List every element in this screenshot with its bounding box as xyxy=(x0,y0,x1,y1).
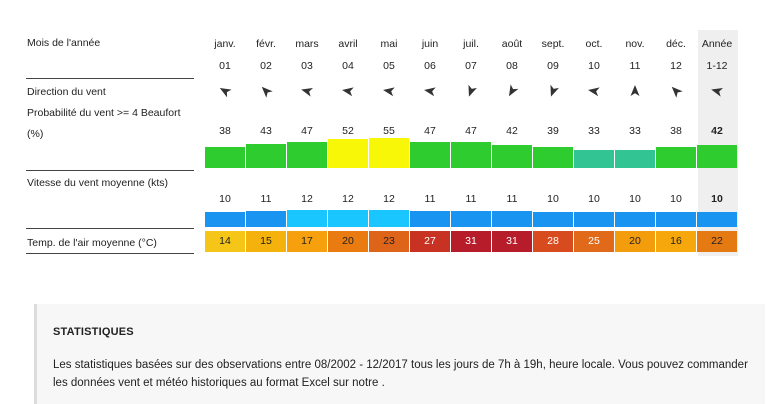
probability-bar xyxy=(287,142,327,168)
speed-bar xyxy=(328,210,368,227)
statistics-description: Les statistiques basées sur des observations entre 08/2002 - 12/2017 tous les jours de 7h à 19h, heure locale. Vous pouvez commander les données vent et météo historiques au format Excel sur notre . xyxy=(53,359,748,389)
speed-value: 11 xyxy=(465,193,477,205)
speed-bar xyxy=(451,211,491,227)
month-name: oct. xyxy=(585,38,603,50)
wind-arrow-icon xyxy=(259,84,273,98)
month-number: 11 xyxy=(629,60,641,72)
temperature-value: 16 xyxy=(656,231,696,252)
speed-bar xyxy=(246,211,286,227)
month-wind-direction xyxy=(246,84,286,98)
month-name: août xyxy=(501,38,523,50)
divider-line xyxy=(26,78,194,79)
probability-bar xyxy=(328,139,368,168)
month-number: 06 xyxy=(424,60,436,72)
month-name: févr. xyxy=(256,38,276,50)
month-number: 02 xyxy=(260,60,272,72)
probability-value: 33 xyxy=(588,125,600,137)
probability-value: 38 xyxy=(219,125,231,137)
month-name: juin xyxy=(421,38,439,50)
month-number: 08 xyxy=(506,60,518,72)
month-number: 04 xyxy=(342,60,354,72)
month-wind-direction xyxy=(492,84,532,98)
wind-arrow-icon xyxy=(710,84,724,98)
wind-arrow-icon xyxy=(300,84,314,98)
probability-value: 47 xyxy=(465,125,477,137)
speed-value: 11 xyxy=(506,193,518,205)
speed-bar xyxy=(697,212,737,227)
probability-value: 52 xyxy=(342,125,354,137)
probability-value: 47 xyxy=(424,125,436,137)
month-row-label: Mois de l'année xyxy=(27,37,101,49)
wind-arrow-icon xyxy=(628,84,642,98)
speed-value: 10 xyxy=(547,193,559,205)
speed-bar xyxy=(410,211,450,227)
year-range: 1-12 xyxy=(706,60,728,72)
probability-bar xyxy=(656,147,696,168)
direction-row-label: Direction du vent xyxy=(27,86,106,98)
month-wind-direction xyxy=(656,84,696,98)
wind-arrow-icon xyxy=(218,84,232,98)
month-wind-direction xyxy=(533,84,573,98)
speed-bar xyxy=(492,211,532,227)
statistics-panel xyxy=(34,304,765,404)
probability-value: 38 xyxy=(670,125,682,137)
temperature-value: 23 xyxy=(369,231,409,252)
month-number: 01 xyxy=(219,60,231,72)
speed-row-label: Vitesse du vent moyenne (kts) xyxy=(27,177,169,189)
speed-bar xyxy=(574,212,614,227)
wind-arrow-icon xyxy=(464,84,478,98)
month-name: juil. xyxy=(463,38,479,50)
month-number: 09 xyxy=(547,60,559,72)
probability-value: 47 xyxy=(301,125,313,137)
speed-value: 11 xyxy=(260,193,272,205)
month-name: mars xyxy=(295,38,319,50)
month-wind-direction xyxy=(205,84,245,98)
month-wind-direction xyxy=(328,84,368,98)
temperature-value: 20 xyxy=(615,231,655,252)
month-name: nov. xyxy=(625,38,645,50)
probability-bar xyxy=(615,150,655,168)
temperature-value: 31 xyxy=(451,231,491,252)
speed-bar xyxy=(656,212,696,227)
temperature-value: 15 xyxy=(246,231,286,252)
probability-value: 42 xyxy=(711,125,723,137)
speed-bar xyxy=(615,212,655,227)
wind-arrow-icon xyxy=(382,84,396,98)
month-name: janv. xyxy=(214,38,236,50)
statistics-title: STATISTIQUES xyxy=(53,326,134,338)
speed-value: 10 xyxy=(629,193,641,205)
month-wind-direction xyxy=(287,84,327,98)
temperature-value: 25 xyxy=(574,231,614,252)
speed-value: 12 xyxy=(342,193,354,205)
probability-bar xyxy=(492,145,532,168)
wind-arrow-icon xyxy=(505,84,519,98)
divider-line xyxy=(26,253,194,254)
wind-arrow-icon xyxy=(587,84,601,98)
temperature-value: 27 xyxy=(410,231,450,252)
speed-value: 12 xyxy=(301,193,313,205)
month-wind-direction xyxy=(574,84,614,98)
temperature-value: 22 xyxy=(697,231,737,252)
probability-value: 39 xyxy=(547,125,559,137)
month-number: 12 xyxy=(670,60,682,72)
month-name: mai xyxy=(380,38,398,50)
probability-value: 55 xyxy=(383,125,395,137)
month-number: 05 xyxy=(383,60,395,72)
probability-bar xyxy=(451,142,491,168)
month-number: 03 xyxy=(301,60,313,72)
probability-row-label: Probabilité du vent >= 4 Beaufort xyxy=(27,107,181,119)
probability-bar xyxy=(369,138,409,168)
divider-line xyxy=(26,170,194,171)
divider-line xyxy=(26,228,194,229)
speed-value: 10 xyxy=(588,193,600,205)
probability-value: 42 xyxy=(506,125,518,137)
probability-unit-label: (%) xyxy=(27,128,44,140)
temperature-value: 20 xyxy=(328,231,368,252)
month-wind-direction xyxy=(410,84,450,98)
speed-bar xyxy=(287,210,327,227)
probability-bar xyxy=(574,150,614,168)
month-wind-direction xyxy=(615,84,655,98)
month-name: déc. xyxy=(666,38,686,50)
month-wind-direction xyxy=(369,84,409,98)
speed-bar xyxy=(533,212,573,227)
probability-value: 43 xyxy=(260,125,272,137)
probability-bar xyxy=(246,144,286,168)
probability-bar xyxy=(410,142,450,168)
year-header: Année xyxy=(701,38,733,50)
speed-value: 10 xyxy=(219,193,231,205)
speed-value: 10 xyxy=(711,193,723,205)
probability-bar xyxy=(533,147,573,168)
probability-bar xyxy=(697,145,737,168)
month-name: sept. xyxy=(541,38,565,50)
temperature-value: 31 xyxy=(492,231,532,252)
month-wind-direction xyxy=(451,84,491,98)
probability-bar xyxy=(205,147,245,168)
temperature-row-label: Temp. de l'air moyenne (°C) xyxy=(27,237,157,249)
month-name: avril xyxy=(338,38,358,50)
speed-value: 12 xyxy=(383,193,395,205)
wind-arrow-icon xyxy=(669,84,683,98)
temperature-value: 17 xyxy=(287,231,327,252)
wind-arrow-icon xyxy=(341,84,355,98)
month-number: 07 xyxy=(465,60,477,72)
speed-value: 11 xyxy=(424,193,436,205)
speed-bar xyxy=(369,210,409,227)
wind-arrow-icon xyxy=(423,84,437,98)
speed-bar xyxy=(205,212,245,227)
year-wind-direction xyxy=(697,84,737,98)
temperature-value: 28 xyxy=(533,231,573,252)
speed-value: 10 xyxy=(670,193,682,205)
temperature-value: 14 xyxy=(205,231,245,252)
wind-arrow-icon xyxy=(546,84,560,98)
probability-value: 33 xyxy=(629,125,641,137)
month-number: 10 xyxy=(588,60,600,72)
